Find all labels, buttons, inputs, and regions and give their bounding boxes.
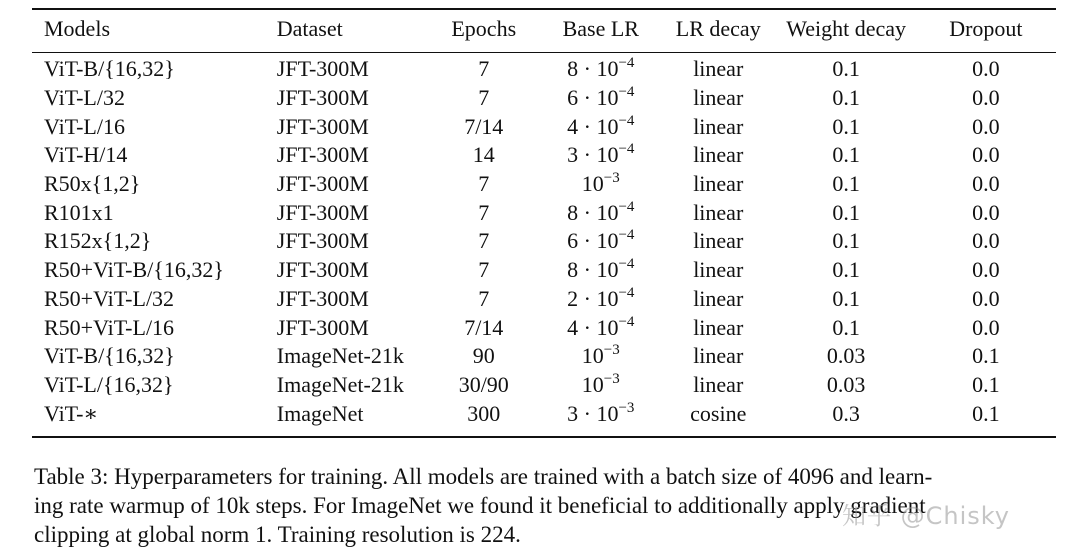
cell-epochs: 7/14 [464,113,504,139]
lr-exponent: −4 [618,227,635,244]
lr-exponent: −4 [618,313,635,330]
table-row [32,256,1056,285]
cell-lr-decay: linear [693,85,744,111]
table-row [32,342,1056,371]
cell-weight-decay: 0.1 [832,56,860,82]
lr-exponent: −4 [618,284,635,301]
cell-weight-decay: 0.03 [826,343,866,369]
cell-weight-decay: 0.1 [832,171,860,197]
cell-model: R50+ViT-L/16 [44,314,175,340]
cell-base-lr [542,227,660,256]
cell-dropout: 0.0 [972,314,1000,340]
cell-dropout: 0.0 [972,142,1000,168]
lr-exponent: −4 [618,198,635,215]
cell-dropout: 0.0 [972,171,1000,197]
cell-dataset: JFT-300M [276,113,369,139]
cell-model: ViT-L/{16,32} [44,371,174,397]
lr-base: 10 [581,371,604,397]
cell-dropout: 0.0 [972,285,1000,311]
cell-dataset: ImageNet-21k [276,371,404,397]
cell-model: ViT-∗ [44,400,99,426]
lr-base: 10 [581,171,604,197]
cell-model: R50x{1,2} [44,171,141,197]
cell-model: ViT-H/14 [44,142,128,168]
cell-weight-decay: 0.1 [832,85,860,111]
cell-base-lr [542,313,660,342]
cell-weight-decay: 0.03 [826,371,866,397]
lr-base: 6 · 10 [567,85,619,111]
table-row [32,112,1056,141]
cell-base-lr [542,112,660,141]
cell-base-lr [542,141,660,170]
cell-epochs: 7 [478,257,490,283]
table-row [32,48,1056,84]
cell-dataset: ImageNet-21k [276,343,404,369]
cell-dataset: JFT-300M [276,142,369,168]
cell-epochs: 7 [478,199,490,225]
lr-exponent: −3 [603,370,620,387]
lr-base: 2 · 10 [567,285,619,311]
cell-base-lr [542,48,660,84]
lr-base: 8 · 10 [567,56,619,82]
caption-line: ing rate warmup of 10k steps. For ImageNet we found it beneficial to additionally apply gradient [34,493,926,518]
cell-epochs: 300 [467,400,501,426]
cell-weight-decay: 0.1 [832,199,860,225]
cell-model: ViT-B/{16,32} [44,56,175,82]
lr-exponent: −4 [618,55,635,72]
table-row [32,313,1056,342]
cell-model: ViT-L/32 [44,85,125,111]
cell-model: R101x1 [44,199,114,225]
lr-base: 8 · 10 [567,199,619,225]
lr-exponent: −4 [618,112,635,129]
lr-base: 6 · 10 [567,228,619,254]
cell-base-lr [542,342,660,371]
header-dropout: Dropout [949,16,1023,41]
header-models: Models [44,16,110,41]
lr-base: 8 · 10 [567,257,619,283]
cell-base-lr [542,198,660,227]
cell-lr-decay: linear [693,171,744,197]
cell-epochs: 7 [478,228,490,254]
header-epochs: Epochs [451,16,517,41]
cell-lr-decay: linear [693,343,744,369]
cell-lr-decay: linear [693,228,744,254]
lr-exponent: −4 [618,84,635,101]
caption-line: clipping at global norm 1. Training resolution is 224. [34,522,521,547]
table-body [32,48,1056,428]
lr-exponent: −3 [603,342,620,359]
lr-base: 4 · 10 [567,113,619,139]
header-lr-decay: LR decay [675,16,761,41]
lr-exponent: −4 [618,256,635,273]
cell-dropout: 0.0 [972,257,1000,283]
lr-base: 4 · 10 [567,314,619,340]
lr-exponent: −3 [603,170,620,187]
cell-lr-decay: linear [693,257,744,283]
cell-dropout: 0.1 [972,371,1000,397]
header-weight-decay: Weight decay [786,16,907,41]
header-base-lr: Base LR [562,16,639,41]
cell-epochs: 7 [478,85,490,111]
cell-lr-decay: linear [693,56,744,82]
cell-dataset: JFT-300M [276,199,369,225]
table-row [32,371,1056,400]
cell-dropout: 0.1 [972,343,1000,369]
cell-dataset: JFT-300M [276,228,369,254]
cell-base-lr [542,84,660,113]
cell-model: R50+ViT-L/32 [44,285,175,311]
cell-lr-decay: linear [693,285,744,311]
cell-epochs: 7/14 [464,314,504,340]
table-row [32,84,1056,113]
header-dataset: Dataset [276,16,343,41]
cell-model: ViT-B/{16,32} [44,343,175,369]
watermark: 知乎 @Chisky [842,502,1011,530]
table-row [32,285,1056,314]
lr-exponent: −3 [618,399,635,416]
cell-dataset: JFT-300M [276,56,369,82]
table-row [32,227,1056,256]
cell-lr-decay: linear [693,113,744,139]
cell-dropout: 0.0 [972,85,1000,111]
cell-weight-decay: 0.1 [832,285,860,311]
cell-model: R50+ViT-B/{16,32} [44,257,224,283]
lr-base: 3 · 10 [567,400,619,426]
cell-epochs: 90 [472,343,495,369]
cell-dataset: JFT-300M [276,285,369,311]
cell-base-lr [542,170,660,199]
table-header-row [32,10,1056,48]
cell-weight-decay: 0.1 [832,228,860,254]
table-row [32,170,1056,199]
table-row [32,141,1056,170]
cell-epochs: 7 [478,171,490,197]
cell-dropout: 0.1 [972,400,1000,426]
table-row [32,399,1056,428]
cell-epochs: 7 [478,56,490,82]
cell-epochs: 30/90 [458,371,509,397]
cell-lr-decay: cosine [690,400,747,426]
table-bottom-rule [32,436,1056,438]
table-row [32,198,1056,227]
lr-base: 3 · 10 [567,142,619,168]
cell-weight-decay: 0.1 [832,314,860,340]
cell-model: R152x{1,2} [44,228,152,254]
cell-epochs: 7 [478,285,490,311]
cell-lr-decay: linear [693,371,744,397]
caption-line: Table 3: Hyperparameters for training. All models are trained with a batch size of 4096 and learn- [34,464,933,489]
cell-dataset: JFT-300M [276,85,369,111]
cell-base-lr [542,256,660,285]
cell-weight-decay: 0.1 [832,142,860,168]
cell-lr-decay: linear [693,199,744,225]
cell-lr-decay: linear [693,314,744,340]
cell-model: ViT-L/16 [44,113,125,139]
cell-dropout: 0.0 [972,199,1000,225]
lr-exponent: −4 [618,141,635,158]
lr-base: 10 [581,343,604,369]
cell-weight-decay: 0.1 [832,257,860,283]
cell-weight-decay: 0.1 [832,113,860,139]
cell-dropout: 0.0 [972,113,1000,139]
cell-base-lr [542,399,660,428]
cell-dataset: JFT-300M [276,171,369,197]
cell-dataset: JFT-300M [276,257,369,283]
cell-base-lr [542,285,660,314]
cell-dropout: 0.0 [972,228,1000,254]
cell-dropout: 0.0 [972,56,1000,82]
cell-lr-decay: linear [693,142,744,168]
cell-dataset: JFT-300M [276,314,369,340]
hyperparameter-table [32,10,1056,428]
cell-epochs: 14 [472,142,495,168]
cell-dataset: ImageNet [276,400,364,426]
cell-weight-decay: 0.3 [832,400,860,426]
cell-base-lr [542,371,660,400]
